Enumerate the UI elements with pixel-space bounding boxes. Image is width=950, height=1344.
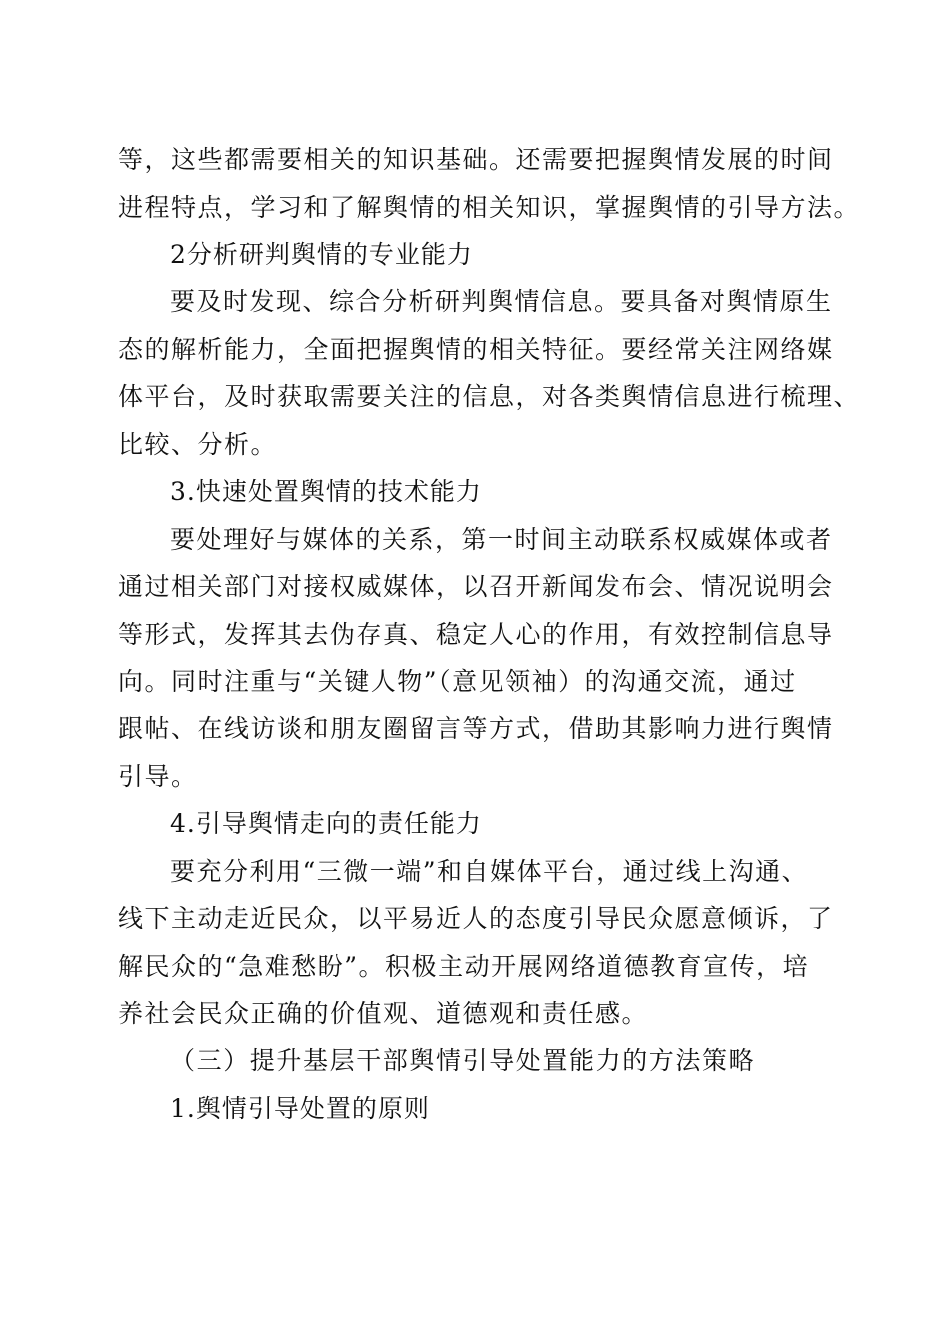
section-heading: 2分析研判舆情的专业能力 <box>170 240 473 269</box>
section-heading: 1.舆情引导处置的原则 <box>170 1094 430 1123</box>
paragraph-line: 向。同时注重与“关键人物”（意见领袖）的沟通交流，通过 <box>118 667 797 696</box>
subsection-heading: （三）提升基层干部舆情引导处置能力的方法策略 <box>170 1046 756 1075</box>
paragraph-line: 等，这些都需要相关的知识基础。还需要把握舆情发展的时间 <box>118 145 834 174</box>
paragraph-line: 要充分利用“三微一端”和自媒体平台，通过线上沟通、 <box>170 857 809 886</box>
paragraph-line: 体平台，及时获取需要关注的信息，对各类舆情信息进行梳理、 <box>118 382 861 411</box>
section-heading: 4.引导舆情走向的责任能力 <box>170 809 482 838</box>
paragraph-line: 养社会民众正确的价值观、道德观和责任感。 <box>118 999 649 1028</box>
paragraph-line: 要处理好与媒体的关系，第一时间主动联系权威媒体或者 <box>170 525 833 554</box>
paragraph-line: 态的解析能力，全面把握舆情的相关特征。要经常关注网络媒 <box>118 335 834 364</box>
paragraph-line: 进程特点，学习和了解舆情的相关知识，掌握舆情的引导方法。 <box>118 193 861 222</box>
paragraph-line: 引导。 <box>118 762 198 791</box>
paragraph-line: 跟帖、在线访谈和朋友圈留言等方式，借助其影响力进行舆情 <box>118 714 834 743</box>
paragraph-line: 线下主动走近民众，以平易近人的态度引导民众愿意倾诉，了 <box>118 904 834 933</box>
paragraph-line: 比较、分析。 <box>118 430 278 459</box>
section-heading: 3.快速处置舆情的技术能力 <box>170 477 482 506</box>
paragraph-line: 要及时发现、综合分析研判舆情信息。要具备对舆情原生 <box>170 287 833 316</box>
paragraph-line: 等形式，发挥其去伪存真、稳定人心的作用，有效控制信息导 <box>118 620 834 649</box>
paragraph-line: 解民众的“急难愁盼”。积极主动开展网络道德教育宣传，培 <box>118 952 810 981</box>
paragraph-line: 通过相关部门对接权威媒体，以召开新闻发布会、情况说明会 <box>118 572 834 601</box>
